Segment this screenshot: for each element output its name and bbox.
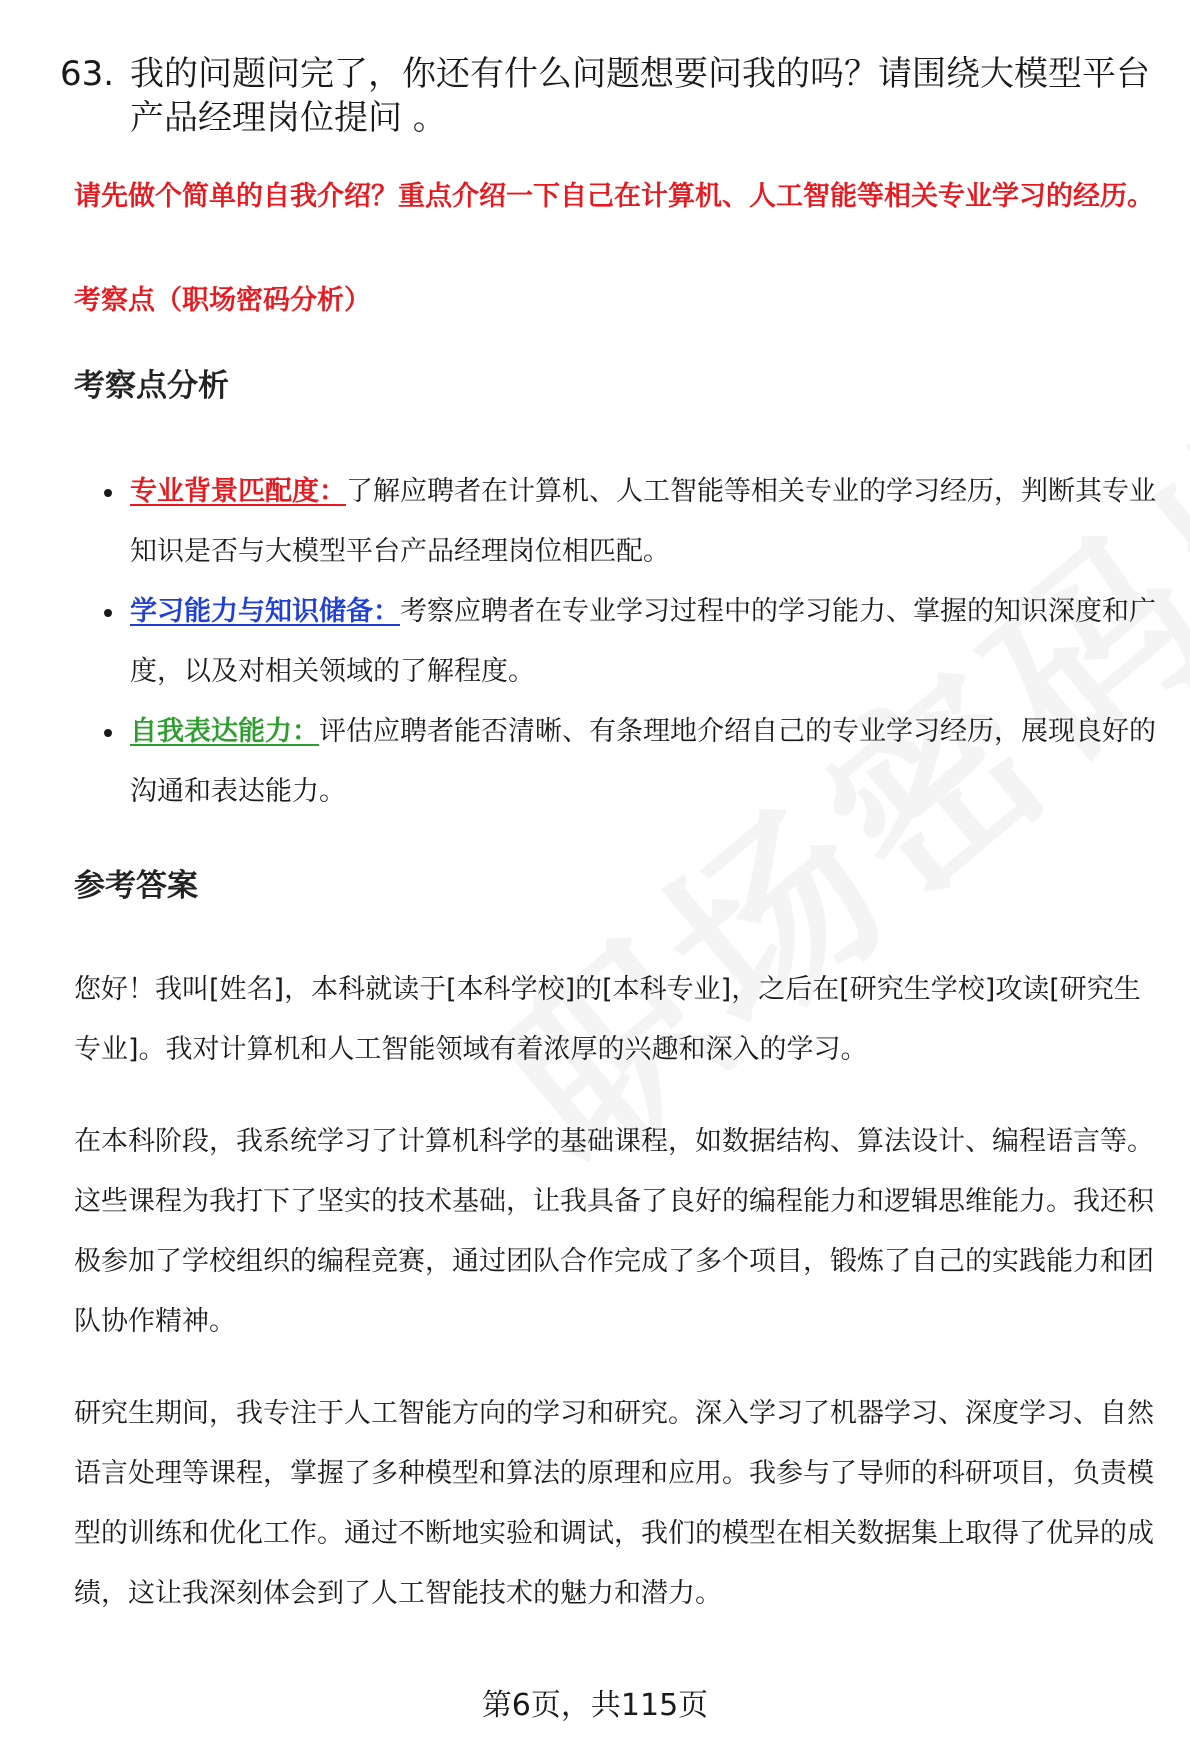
point-text: 考察应聘者在专业学习过程中的学习能力、掌握的知识深度和广度，以及对相关领域的了解程度。 [130,596,1156,687]
question-number: 63. [60,54,115,94]
analysis-heading: 考察点分析 [74,368,229,404]
point-text: 评估应聘者能否清晰、有条理地介绍自己的专业学习经历，展现良好的沟通和表达能力。 [130,716,1156,807]
point-text: 了解应聘者在计算机、人工智能等相关专业的学习经历，判断其专业知识是否与大模型平台产品经理岗位相匹配。 [130,476,1156,567]
bullet-icon [104,489,112,497]
list-item [0,702,1160,822]
analysis-points [0,462,1190,822]
list-item [0,582,1160,702]
red-subtitle: 考察点（职场密码分析） [74,285,371,316]
point-label: 学习能力与知识储备： [130,596,400,627]
bullet-icon [104,729,112,737]
red-question: 请先做个简单的自我介绍？重点介绍一下自己在计算机、人工智能等相关专业学习的经历。 [74,181,1154,212]
question-text: 我的问题问完了，你还有什么问题想要问我的吗？请围绕大模型平台产品经理岗位提问 。 [130,54,1150,138]
answer-paragraph: 在本科阶段，我系统学习了计算机科学的基础课程，如数据结构、算法设计、编程语言等。这些课程为我打下了坚实的技术基础，让我具备了良好的编程能力和逻辑思维能力。我还积极参加了学校组织的编程竞赛，通过团队合作完成了多个项目，锻炼了自己的实践能力和团队协作精神。 [74,1126,1154,1337]
answer-paragraph: 研究生期间，我专注于人工智能方向的学习和研究。深入学习了机器学习、深度学习、自然语言处理等课程，掌握了多种模型和算法的原理和应用。我参与了导师的科研项目，负责模型的训练和优化工作。通过不断地实验和调试，我们的模型在相关数据集上取得了优异的成绩，这让我深刻体会到了人工智能技术的魅力和潜力。 [74,1398,1154,1609]
answer-heading: 参考答案 [74,868,198,904]
point-label: 专业背景匹配度： [130,476,346,507]
bullet-icon [104,609,112,617]
list-item [0,462,1160,582]
point-label: 自我表达能力： [130,716,319,747]
page-footer: 第6页，共115页 [481,1688,709,1723]
answer-paragraph: 您好！我叫[姓名]，本科就读于[本科学校]的[本科专业]，之后在[研究生学校]攻读[研究生专业]。我对计算机和人工智能领域有着浓厚的兴趣和深入的学习。 [74,974,1141,1065]
